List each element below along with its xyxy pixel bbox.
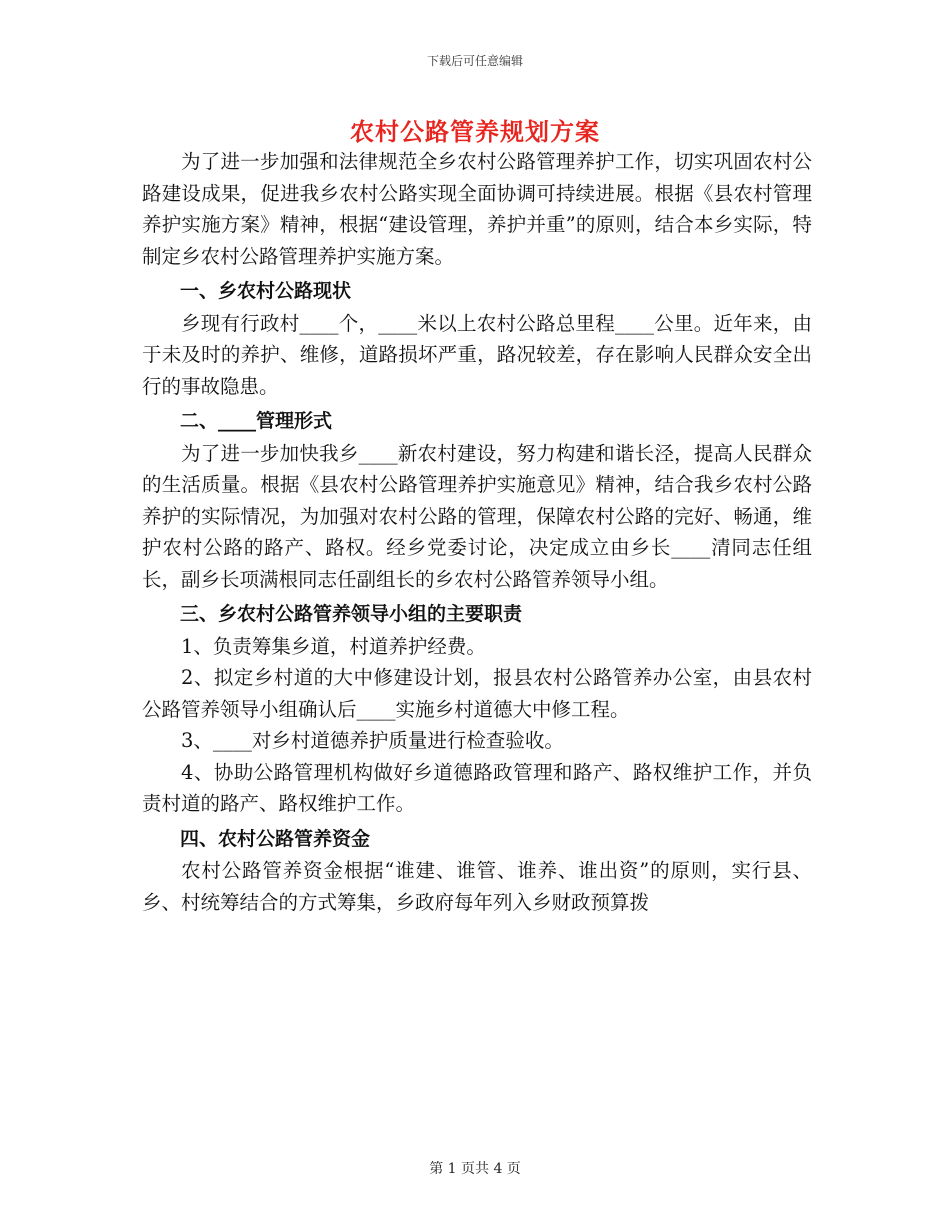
section-paragraph: 农村公路管养资金根据“谁建、谁管、谁养、谁出资”的原则，实行县、乡、村统筹结合的方式筹集，乡政府每年列入乡财政预算拨 (142, 859, 812, 914)
section-paragraph: 乡现有行政村____个，____米以上农村公路总里程____公里。近年来，由于未及时的养护、维修，道路损坏严重，路况较差，存在影响人民群众安全出行的事故隐患。 (142, 311, 812, 398)
section-duties (142, 599, 812, 820)
duty-item: 4、协助公路管理机构做好乡道德路政管理和路产、路权维护工作，并负责村道的路产、路权维护工作。 (142, 760, 812, 815)
section-paragraph: 为了进一步加快我乡____新农村建设，努力构建和谐长泾，提高人民群众的生活质量。根据《县农村公路管理养护实施意见》精神，结合我乡农村公路养护的实际情况，为加强对农村公路的管理，保障农村公路的完好、畅通，维护农村公路的路产、路权。经乡党委讨论，决定成立由乡长____清同志任组长，副乡长项满根同志任副组长的乡农村公路管养领导小组。 (142, 441, 812, 591)
intro-paragraph: 为了进一步加强和法律规范全乡农村公路管理养护工作，切实巩固农村公路建设成果，促进我乡农村公路实现全面协调可持续进展。根据《县农村管理养护实施方案》精神，根据“建设管理，养护并重”的原则，结合本乡实际，特制定乡农村公路管理养护实施方案。 (142, 150, 812, 268)
duty-item: 1、负责筹集乡道，村道养护经费。 (181, 634, 486, 658)
section-status (142, 276, 812, 402)
duty-item: 3、____对乡村道德养护质量进行检查验收。 (181, 729, 564, 752)
section-heading: 一、乡农村公路现状 (180, 280, 352, 302)
section-heading: 二、____管理形式 (180, 410, 333, 432)
section-heading: 三、乡农村公路管养领导小组的主要职责 (180, 603, 523, 625)
duty-item: 2、拟定乡村道的大中修建设计划，报县农村公路管养办公室，由县农村公路管养领导小组确认后____实施乡村道德大中修工程。 (142, 666, 812, 721)
header-note: 下载后可任意编辑 (426, 54, 523, 68)
section-management (142, 406, 812, 595)
section-funding (142, 824, 812, 919)
page-number: 第 1 页共 4 页 (429, 1161, 521, 1177)
document-body (142, 146, 812, 918)
section-heading: 四、农村公路管养资金 (180, 827, 371, 850)
document-title: 农村公路管养规划方案 (350, 117, 600, 146)
